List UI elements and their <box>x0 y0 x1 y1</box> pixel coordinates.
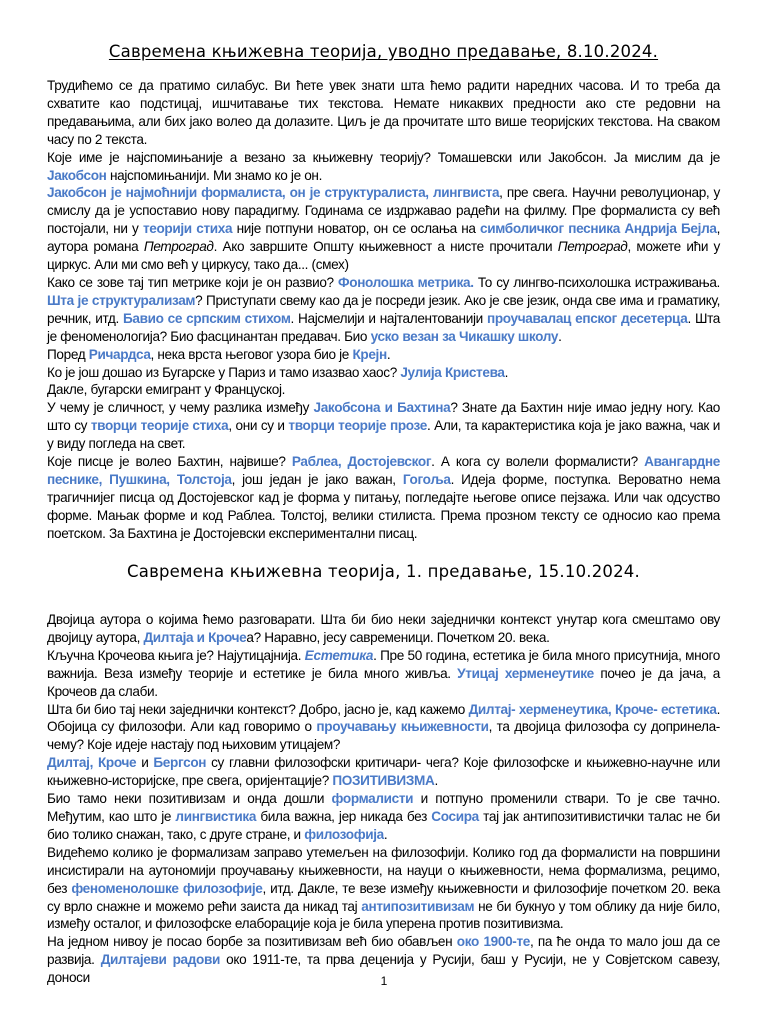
text-run: не би букнуо у том облику да није било, између осталог, и филозофске елаборације која је била уперена против позитивизма. <box>47 898 720 932</box>
text-run: , та двојица филозофа су допринела- чему? Које идеје настају под њиховим утицајем? <box>47 719 720 753</box>
highlighted-term: Авангардне песнике, Пушкина, Толстоја <box>47 454 720 487</box>
section-title-lecture-1: Савремена књижевна теорија, 1. предавање, 15.10.2024. <box>127 562 640 581</box>
highlighted-term: проучавалац епског десетерца <box>486 310 688 326</box>
paragraph <box>47 647 720 701</box>
text-run: , нека врста његовог узора био је <box>150 346 353 362</box>
highlighted-term: феноменолошке филозофије <box>71 880 263 896</box>
highlighted-term: лингвистика <box>175 808 257 824</box>
text-run: . Ако завршите Општу књижевност а нисте прочитали <box>213 239 558 255</box>
text-run: На једном нивоу је посао борбе за позитивизам већ био обављен <box>47 934 457 950</box>
text-run: . <box>434 773 438 789</box>
highlighted-term: ПОЗИТИВИЗМА <box>332 773 435 789</box>
text-run: Кључна Крочеова књига је? Најутицајнија. <box>47 647 305 663</box>
text-run: Како се зове тај тип метрике који је он развио? <box>47 274 338 290</box>
text-run: Био тамо неки позитивизам и онда дошли <box>47 791 332 807</box>
highlighted-term: Јулија Кристева <box>400 364 505 380</box>
text-run: . Најсмелији и најталентованији <box>290 310 487 326</box>
paragraph <box>47 274 720 346</box>
text-run: . <box>558 328 562 344</box>
text-run: Које име је најспомињаније а везано за књижевну теорију? Томашевски или Јакобсон. Ја мислим да је <box>47 149 720 165</box>
section-body-intro <box>47 77 720 543</box>
highlighted-term: Сосира <box>431 808 479 824</box>
highlighted-term: творци теорије стиха <box>90 418 229 434</box>
paragraph <box>47 381 720 399</box>
text-run: Шта би био тај неки заједнички контекст? Добро, јасно је, кад кажемо <box>47 701 469 717</box>
text-run: Које писце је волео Бахтин, највише? <box>47 454 292 470</box>
highlighted-term: формалисти <box>331 791 414 807</box>
highlighted-term: теорији стиха <box>142 221 233 237</box>
highlighted-term: Дилтај- херменеутика, Кроче- естетика <box>468 701 717 717</box>
text-run: најспомињанији. Ми знамо ко је он. <box>106 167 323 183</box>
text-run: није потпуни новатор, он се ослања на <box>232 221 481 237</box>
text-run: , итд. Дакле, те везе између књижевности и филозофије почетком 20. века су врло снажне и можемо рећи заиста да никад тај <box>47 880 720 914</box>
text-run: , па ће онда то мало још да се развија. <box>47 934 720 968</box>
text-run: . <box>383 826 388 842</box>
highlighted-term: Ричардса <box>88 346 151 362</box>
text-run: Петроград <box>557 239 628 255</box>
text-run: око 1911-те, та прва деценија у Русији, баш у Русији, не у Совјетском савезу, доноси <box>47 952 720 986</box>
highlighted-term: Дилтај, Кроче <box>47 755 137 771</box>
highlighted-term: уско везан за Чикашку школу <box>370 328 559 344</box>
highlighted-term: Јакобсона и Бахтина <box>313 400 451 416</box>
highlighted-term: Крејн <box>352 346 387 362</box>
text-run: Поред <box>47 346 89 362</box>
text-run: , пре свега. Научни револуционар, у смислу да је успоставио нову парадигму. Годинама се издржавао радећи на филму. Пре формалиста су већ постојали, ни у <box>47 185 721 237</box>
text-run: Двојица аутора о којима ћемо разговарати. Шта би био неки заједнички контекст унутар кога смештамо ову двојицу аутора, <box>47 612 720 645</box>
highlighted-term: Шта је структурализам <box>47 292 196 308</box>
text-run: почео је да јача, а Крочеов да слаби. <box>47 665 721 699</box>
text-run: . <box>386 346 391 362</box>
text-run: су главни филозофски критичари- чега? Које филозофске и књижевно-научне или књижевно-историјске, пре свега, оријентације? <box>47 755 720 789</box>
text-run: Петроград <box>143 239 214 255</box>
paragraph <box>47 453 720 543</box>
text-run: . Идеја форме, поступка. Вероватно нема трагичнијег писца од Достојевског кад је форма у питању, погледајте његове описе пејзажа. Или чак одсуство форме. Мањак форме и код Раблеа. Толстој, велики стилиста. Према прозном тексту се односио као према поетском. За Бахтина је Достојевски експериментални писац. <box>47 471 720 541</box>
highlighted-term: творци теорије прозе <box>288 418 427 434</box>
text-run: . Шта је феноменологија? Био фасцинантан предавач. Био <box>47 310 721 344</box>
highlighted-term: Фонолошка метрика. <box>337 274 474 290</box>
paragraph <box>47 754 720 790</box>
highlighted-term: Дилтаја и Кроче <box>143 629 247 645</box>
paragraph <box>47 77 720 149</box>
text-run: То су лингво-психолошка истраживања. <box>473 274 720 290</box>
text-run: , они су и <box>228 418 289 434</box>
paragraph <box>47 149 720 185</box>
text-run: , можете ићи у циркус. Али ми смо већ у циркусу, тако да... (смех) <box>47 239 720 273</box>
highlighted-term: Бавио се српским стихом <box>122 310 291 326</box>
highlighted-term: антипозитивизам <box>361 898 475 914</box>
text-run: ? Знате да Бахтин није имао једну ногу. Као што су <box>47 400 720 434</box>
highlighted-term: Дилтајеви радови <box>100 952 220 968</box>
paragraph <box>47 701 720 755</box>
text-run: . Пре 50 година, естетика је била много присутнија, много важнија. Веза између теорије и естетике је била много живља. <box>47 647 720 681</box>
paragraph <box>47 364 720 382</box>
section-title-intro: Савремена књижевна теорија, уводно предавање, 8.10.2024. <box>108 42 659 61</box>
text-run: а? Наравно, јесу савременици. Почетком 20. века. <box>246 629 550 645</box>
paragraph <box>47 346 720 364</box>
page-number: 1 <box>380 974 388 988</box>
paragraph <box>47 399 720 453</box>
paragraph <box>47 790 720 844</box>
text-run: Трудићемо се да пратимо силабус. Ви ћете увек знати шта ћемо радити наредних часова. И то треба да схватите као подстицај, ишчитавање тих текстова. Немате никаквих предности ако сте редовни на предавањима, али бих јако волео да долазите. Циљ је да прочитате што више теоријских текстова. На сваком часу по 2 текста. <box>47 78 720 147</box>
text-run: ? Приступати свему као да је посреди језик. Ако је све језик, онда све има и граматику, речник, итд. <box>47 292 720 326</box>
text-run: . <box>504 364 509 380</box>
text-run: . Али, та карактеристика која је јако важна, чак и у виду погледа на свет. <box>47 418 720 452</box>
paragraph <box>47 844 720 934</box>
paragraph <box>47 611 720 647</box>
text-run: и <box>136 755 154 771</box>
paragraph <box>47 184 720 274</box>
text-run: , још један је јако важан, <box>231 471 403 487</box>
text-run: . А кога су волели формалисти? <box>431 454 645 470</box>
highlighted-term: Раблеа, Достојевског <box>291 454 432 470</box>
highlighted-term: око 1900-те <box>456 934 530 950</box>
highlighted-term: Гогоља <box>402 471 451 487</box>
highlighted-term: Јакобсон <box>47 167 107 183</box>
highlighted-term: филозофија <box>304 826 384 842</box>
text-run: Ко је још дошао из Бугарске у Париз и тамо изазвао хаос? <box>47 364 401 380</box>
section-body-lecture-1 <box>47 611 720 987</box>
text-run: и потпуно променили ствари. То је све тачно. Међутим, као што је <box>47 791 721 824</box>
text-run: Дакле, бугарски емигрант у Француској. <box>47 382 286 398</box>
text-run: била важна, јер никада без <box>256 808 432 824</box>
highlighted-term: Бергсон <box>153 755 207 771</box>
highlighted-term: проучавању књижевности <box>316 719 489 735</box>
highlighted-term: Јакобсон је најмоћнији формалиста, он је структуралиста, лингвиста <box>47 185 500 201</box>
highlighted-term: Естетика <box>304 647 374 663</box>
highlighted-term: симболичког песника Андрија Бејла <box>480 221 717 237</box>
text-run: У чему је сличност, у чему разлика између <box>47 400 314 416</box>
text-run: Видећемо колико је формализам заправо утемељен на филозофији. Колико год да формалисти на површини инсистирали на аутономији проучавању књижевности, на науци о књижевности, нема формализма, рецимо, без <box>47 844 720 896</box>
highlighted-term: Утицај херменеутике <box>457 665 594 681</box>
text-run: тај јак антипозитивистички талас не би био толико снажан, тако, с друге стране, и <box>47 808 720 842</box>
text-run: , аутора романа <box>47 221 720 255</box>
text-run: . Обојица су филозофи. Али кад говоримо о <box>47 701 720 735</box>
